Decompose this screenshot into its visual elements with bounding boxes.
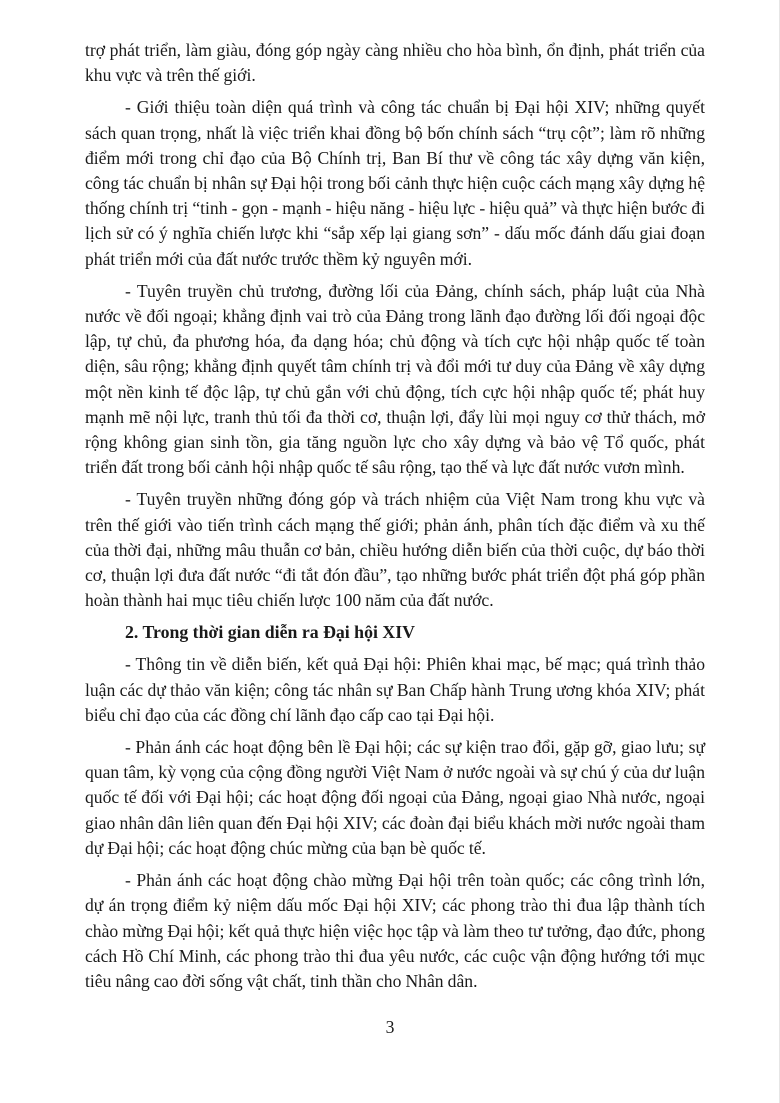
paragraph-vietnam-contributions: - Tuyên truyền những đóng góp và trách nhiệm của Việt Nam trong khu vực và trên thế giới vào tiến trình cách mạng thế giới; phản ánh, phân tích đặc điểm và xu thế của thời đại, những mâu thuẫn cơ bản, chiều hướng diễn biến của thời cuộc, dự báo thời cơ, thuận lợi đưa đất nước “đi tắt đón đầu”, tạo những bước phát triển đột phá góp phần hoàn thành hai mục tiêu chiến lược 100 năm của đất nước. (85, 489, 705, 611)
page-body (85, 38, 705, 1001)
paragraph-foreign-policy: - Tuyên truyền chủ trương, đường lối của Đảng, chính sách, pháp luật của Nhà nước về đối ngoại; khẳng định vai trò của Đảng trong lãnh đạo đường lối đối ngoại độc lập, tự chủ, đa phương hóa, đa dạng hóa; chủ động và tích cực hội nhập quốc tế toàn diện, sâu rộng; khẳng định quyết tâm chính trị và đổi mới tư duy của Đảng về xây dựng một nền kinh tế độc lập, tự chủ gắn với chủ động, tích cực hội nhập quốc tế; phát huy mạnh mẽ nội lực, tranh thủ tối đa thời cơ, thuận lợi, đẩy lùi mọi nguy cơ thử thách, mở rộng không gian sinh tồn, gia tăng nguồn lực cho xây dựng và bảo vệ Tổ quốc, phát triển đất trong bối cảnh hội nhập quốc tế sâu rộng, tạo thế và lực đất nước vươn mình. (85, 280, 705, 478)
paragraph-continuation: trợ phát triển, làm giàu, đóng góp ngày càng nhiều cho hòa bình, ổn định, phát triển của khu vực và trên thế giới. (85, 40, 705, 86)
paragraph-preparation-intro: - Giới thiệu toàn diện quá trình và công tác chuẩn bị Đại hội XIV; những quyết sách quan trọng, nhất là việc triển khai đồng bộ bốn chính sách “trụ cột”; làm rõ những điểm mới trong chỉ đạo của Bộ Chính trị, Ban Bí thư về công tác xây dựng văn kiện, công tác chuẩn bị nhân sự Đại hội trong bối cảnh thực hiện cuộc cách mạng xây dựng hệ thống chính trị “tinh - gọn - mạnh - hiệu năng - hiệu lực - hiệu quả” và thực hiện bước đi lịch sử có ý nghĩa chiến lược khi “sắp xếp lại giang sơn” - dấu mốc đánh dấu giai đoạn phát triển mới của đất nước trước thềm kỷ nguyên mới. (85, 97, 705, 269)
paragraph-celebration-activities: - Phản ánh các hoạt động chào mừng Đại hội trên toàn quốc; các công trình lớn, dự án trọng điểm kỷ niệm dấu mốc Đại hội XIV; các phong trào thi đua lập thành tích chào mừng Đại hội; kết quả thực hiện việc học tập và làm theo tư tưởng, đạo đức, phong cách Hồ Chí Minh, các phong trào thi đua yêu nước, các cuộc vận động hướng tới mục tiêu nâng cao đời sống vật chất, tinh thần cho Nhân dân. (85, 870, 705, 991)
section-heading: 2. Trong thời gian diễn ra Đại hội XIV (125, 622, 415, 643)
page-number: 3 (385, 1017, 395, 1037)
paragraph-congress-proceedings: - Thông tin về diễn biến, kết quả Đại hội: Phiên khai mạc, bế mạc; quá trình thảo luận các dự thảo văn kiện; công tác nhân sự Ban Chấp hành Trung ương khóa XIV; phát biểu chỉ đạo của các đồng chí lãnh đạo cấp cao tại Đại hội. (85, 654, 705, 725)
paragraph-side-activities: - Phản ánh các hoạt động bên lề Đại hội; các sự kiện trao đổi, gặp gỡ, giao lưu; sự quan tâm, kỳ vọng của cộng đồng người Việt Nam ở nước ngoài và sự chú ý của dư luận quốc tế đối với Đại hội; các hoạt động đối ngoại của Đảng, ngoại giao Nhà nước, ngoại giao nhân dân liên quan đến Đại hội XIV; các đoàn đại biểu khách mời nước ngoài tham dự Đại hội; các hoạt động chúc mừng của bạn bè quốc tế. (85, 737, 705, 858)
